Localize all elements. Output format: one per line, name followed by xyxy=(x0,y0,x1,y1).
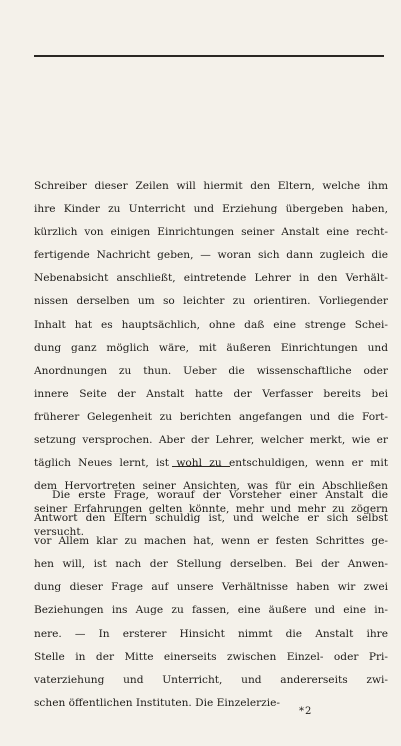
paragraph-2 xyxy=(34,484,388,715)
text-line: dung ganz möglich wäre, mit äußeren Einrichtungen und xyxy=(34,341,388,354)
text-line: Inhalt hat es hauptsächlich, ohne daß eine strenge Schei- xyxy=(34,318,388,331)
text-line: seiner Erfahrungen gelten könnte, mehr und mehr zu zögern xyxy=(34,503,388,516)
signature-mark: *2 xyxy=(299,706,313,717)
text-line: dem Hervortreten seiner Ansichten, was für ein Abschließen xyxy=(34,480,388,493)
text-line: täglich Neues lernt, ist wohl zu entschuldigen, wenn er mit xyxy=(34,457,388,470)
text-line: nissen derselben um so leichter zu orientiren. Vorliegender xyxy=(34,295,388,308)
text-line: Antwort den Eltern schuldig ist, und welche er sich selbst xyxy=(34,512,388,525)
text-line: kürzlich von einigen Einrichtungen seiner Anstalt eine recht- xyxy=(34,226,388,239)
text-line: vor Allem klar zu machen hat, wenn er festen Schrittes ge- xyxy=(34,535,388,548)
text-line: fertigende Nachricht geben, — woran sich dann zugleich die xyxy=(34,249,388,262)
text-line: Anordnungen zu thun. Ueber die wissenschaftliche oder xyxy=(34,364,388,377)
text-line: Stelle in der Mitte einerseits zwischen Einzel- oder Pri- xyxy=(34,650,388,663)
text-line: hen will, ist nach der Stellung derselben. Bei der Anwen- xyxy=(34,558,388,571)
text-line: innere Seite der Anstalt hatte der Verfasser bereits bei xyxy=(34,387,388,400)
section-divider xyxy=(172,466,230,467)
text-line: Die erste Frage, worauf der Vorsteher einer Anstalt die xyxy=(52,489,388,501)
text-line: ihre Kinder zu Unterricht und Erziehung übergeben haben, xyxy=(34,203,388,216)
text-line: Beziehungen ins Auge zu fassen, eine äußere und eine in- xyxy=(34,604,388,617)
header-rule xyxy=(34,55,384,57)
text-line: versucht. xyxy=(34,526,84,539)
text-line: Nebenabsicht anschließt, eintretende Lehrer in den Verhält- xyxy=(34,272,388,285)
text-line: früherer Gelegenheit zu berichten angefangen und die Fort- xyxy=(34,410,388,423)
text-line: nere. — In ersterer Hinsicht nimmt die Anstalt ihre xyxy=(34,627,388,640)
text-line: dung dieser Frage auf unsere Verhältnisse haben wir zwei xyxy=(34,581,388,594)
text-line: schen öffentlichen Instituten. Die Einzelerzie- xyxy=(34,696,281,709)
text-line: vaterziehung und Unterricht, und andererseits zwi- xyxy=(34,673,388,686)
text-line: Schreiber dieser Zeilen will hiermit den Eltern, welche ihm xyxy=(34,180,388,192)
text-line: setzung versprochen. Aber der Lehrer, welcher merkt, wie er xyxy=(34,434,388,447)
